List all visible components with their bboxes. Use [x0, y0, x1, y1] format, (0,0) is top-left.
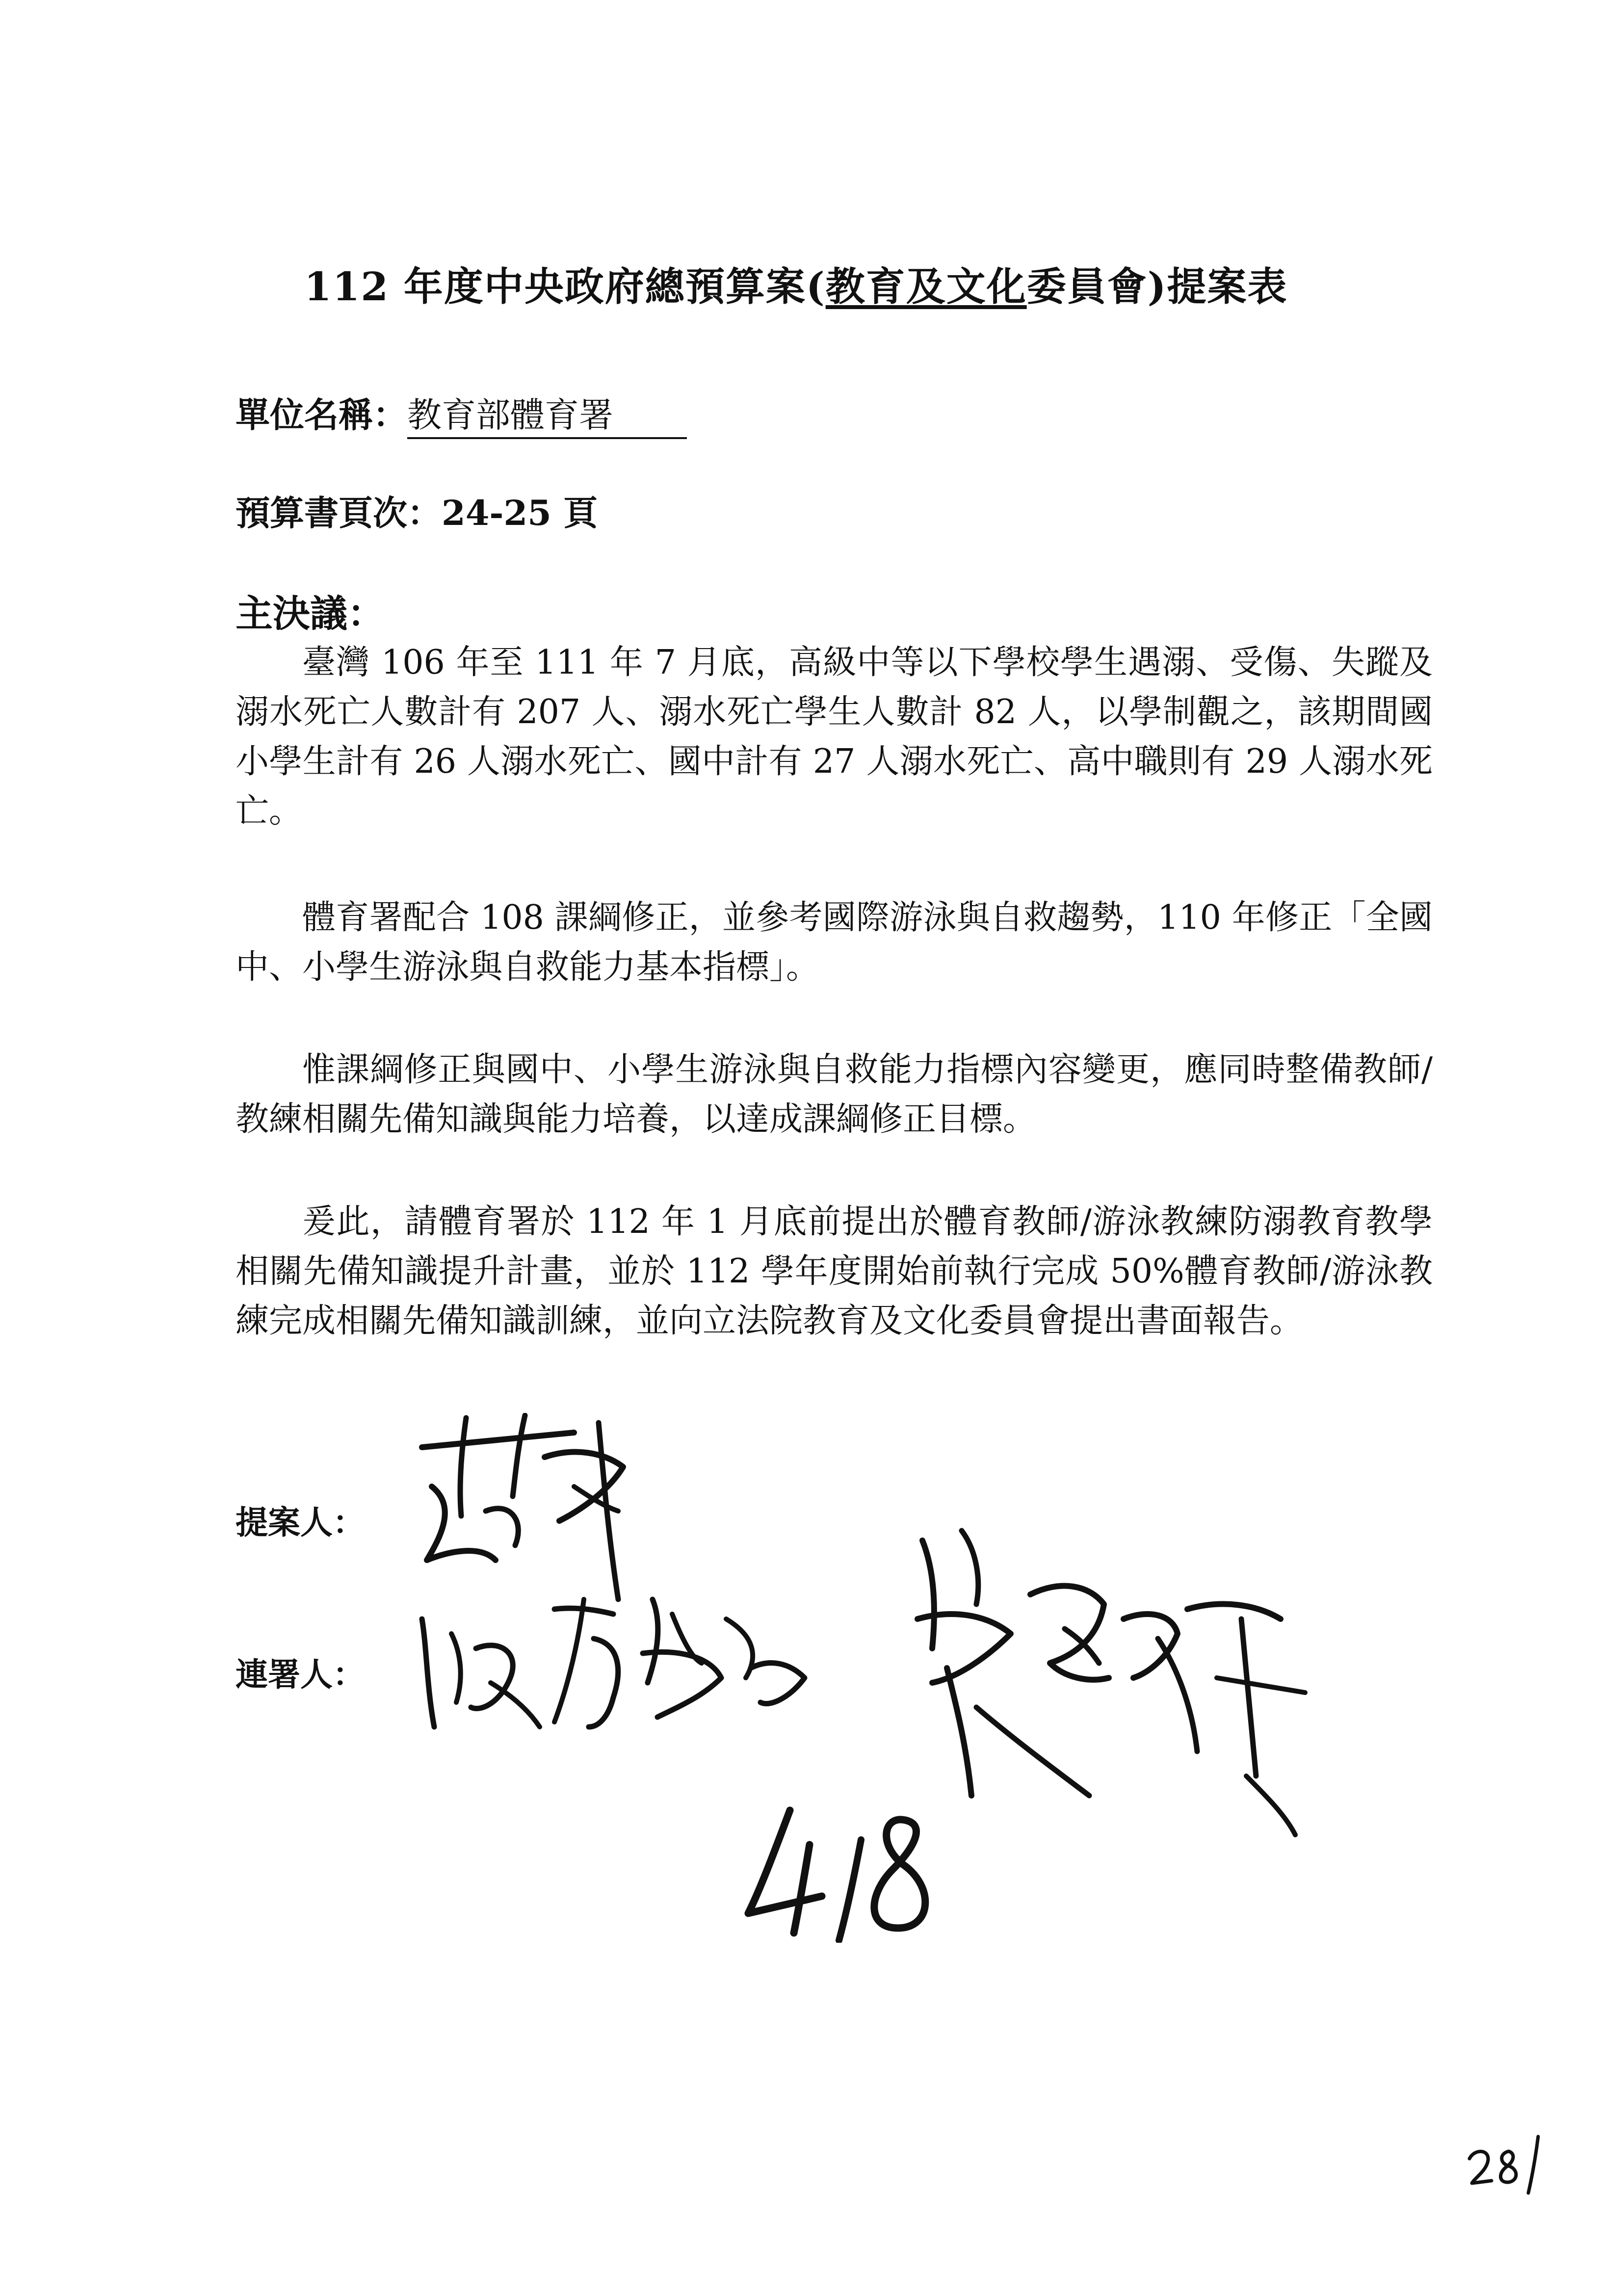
- title-suffix: 委員會)提案表: [1026, 263, 1288, 310]
- document-title: [304, 255, 1364, 312]
- paragraph-curriculum: 體育署配合 108 課綱修正，並參考國際游泳與自救趨勢，110 年修正「全國中、小學生游泳與自救能力基本指標」。: [236, 898, 1433, 987]
- unit-name-label: 單位名稱：: [236, 394, 407, 435]
- paragraph-request: 爰此，請體育署於 112 年 1 月底前提出於體育教師/游泳教練防溺教育教學相關先備知識提升計畫，並於 112 學年度開始前執行完成 50%體育教師/游泳教練完成相關先備知識訓練，並向立法院教育及文化委員會提出書面報告。: [236, 1202, 1433, 1340]
- proposer-label: 提案人：: [236, 1503, 365, 1541]
- cosigner-signature-1: [407, 1580, 839, 1756]
- unit-name-value: 教育部體育署: [407, 388, 687, 439]
- budget-page-value: 24-25 頁: [442, 493, 598, 533]
- main-resolution-heading: 主決議：: [236, 592, 385, 635]
- title-committee: 教育及文化: [825, 263, 1027, 310]
- unit-name-field: [236, 388, 687, 439]
- cosigner-signature-2: [903, 1521, 1325, 1874]
- budget-page-field: [236, 486, 598, 535]
- handwritten-corner-number: [1465, 2132, 1550, 2195]
- paragraph-preparation: 惟課綱修正與國中、小學生游泳與自救能力指標內容變更，應同時整備教師/教練相關先備知識與能力培養，以達成課綱修正目標。: [236, 1050, 1433, 1139]
- handwritten-page-number: [736, 1796, 962, 1943]
- cosigner-label: 連署人：: [236, 1655, 365, 1694]
- title-prefix: 112 年度中央政府總預算案(: [304, 263, 826, 310]
- paragraph-statistics: 臺灣 106 年至 111 年 7 月底，高級中等以下學校學生遇溺、受傷、失蹤及溺水死亡人數計有 207 人、溺水死亡學生人數計 82 人，以學制觀之，該期間國小學生計有 26 人溺水死亡、國中計有 27 人溺水死亡、高中職則有 29 人溺水死亡。: [236, 643, 1433, 831]
- budget-page-label: 預算書頁次：: [236, 493, 442, 533]
